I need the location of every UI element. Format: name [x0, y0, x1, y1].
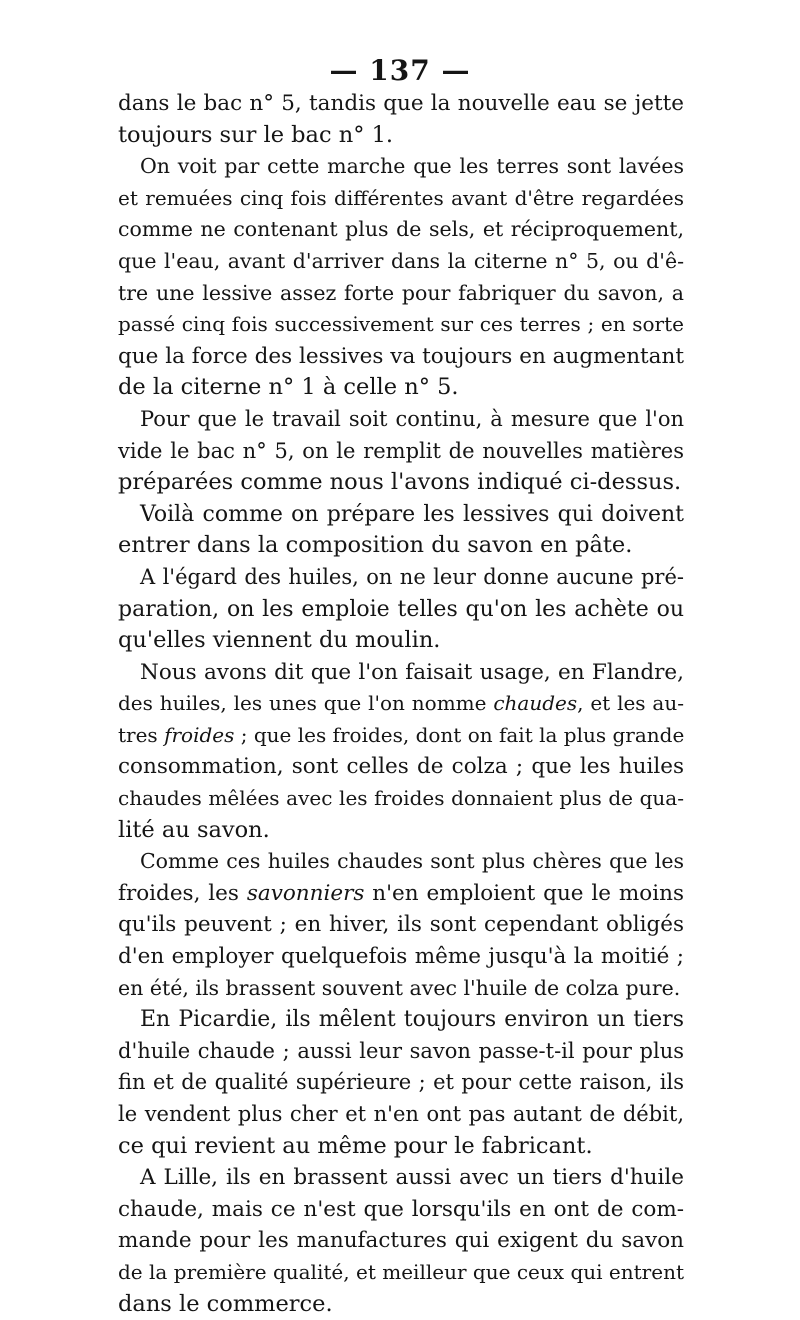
text-line: comme ne contenant plus de sels, et réciproquement, — [118, 217, 684, 242]
text-line: préparées comme nous l'avons indiqué ci-dessus. — [118, 469, 682, 496]
text-line: Comme ces huiles chaudes sont plus chères que les — [140, 849, 684, 874]
text-line: consommation, sont celles de colza ; que les huiles — [118, 754, 684, 780]
text-line: ce qui revient au même pour le fabricant. — [118, 1132, 593, 1159]
body-text — [118, 88, 684, 1320]
text-line: d'huile chaude ; aussi leur savon passe-t-il pour plus — [118, 1038, 684, 1063]
text-line: qu'ils peuvent ; en hiver, ils sont cependant obligés — [118, 912, 684, 938]
text-line: de la citerne n° 1 à celle n° 5. — [118, 374, 459, 401]
text-line: On voit par cette marche que les terres sont lavées — [140, 154, 684, 179]
text-line: en été, ils brassent souvent avec l'huile de colza pure. — [118, 975, 681, 1000]
text-segment: tres — [118, 722, 165, 747]
text-line: passé cinq fois successivement sur ces terres ; en sorte — [118, 312, 684, 337]
text-line: A Lille, ils en brassent aussi avec un tiers d'huile — [140, 1165, 684, 1191]
text-line: vide le bac n° 5, on le remplit de nouvelles matières — [118, 438, 684, 463]
text-line — [118, 688, 684, 720]
text-line: et remuées cinq fois différentes avant d'être regardées — [118, 185, 684, 210]
text-line: En Picardie, ils mêlent toujours environ un tiers — [140, 1007, 684, 1033]
text-line: toujours sur le bac n° 1. — [118, 121, 394, 148]
text-line: chaude, mais ce n'est que lorsqu'ils en ont de com- — [118, 1196, 684, 1222]
text-segment: froides, les — [118, 880, 247, 906]
text-line: que la force des lessives va toujours en augmentant — [118, 343, 684, 369]
text-line — [118, 878, 684, 910]
page-number: — 137 — — [329, 54, 471, 87]
text-line: paration, on les emploie telles qu'on les achète ou — [118, 596, 684, 622]
text-line: Pour que le travail soit continu, à mesure que l'on — [140, 406, 684, 431]
italic-term: froides — [164, 722, 235, 747]
text-line: tre une lessive assez forte pour fabriquer du savon, a — [118, 280, 684, 305]
text-line: entrer dans la composition du savon en pâte. — [118, 532, 633, 559]
text-line: d'en employer quelquefois même jusqu'à la moitié ; — [118, 944, 684, 970]
text-line — [118, 720, 684, 752]
text-line: de la première qualité, et meilleur que ceux qui entrent — [118, 1259, 684, 1284]
text-line: dans le bac n° 5, tandis que la nouvelle eau se jette — [118, 91, 684, 116]
text-segment: n'en emploient que le moins — [364, 880, 684, 906]
text-line: le vendent plus cher et n'en ont pas autant de débit, — [118, 1102, 684, 1126]
text-line: Nous avons dit que l'on faisait usage, en Flandre, — [140, 659, 684, 685]
text-line: A l'égard des huiles, on ne leur donne aucune pré- — [140, 564, 684, 589]
text-line: lité au savon. — [118, 816, 270, 843]
text-line: dans le commerce. — [118, 1290, 333, 1317]
text-line: qu'elles viennent du moulin. — [118, 627, 441, 654]
text-segment: ; que les froides, dont on fait la plus grande — [234, 722, 685, 747]
italic-term: chaudes — [493, 691, 578, 716]
text-segment: , et les au- — [577, 691, 684, 716]
italic-term: savonniers — [246, 880, 365, 906]
text-line: fin et de qualité supérieure ; et pour cette raison, ils — [118, 1070, 684, 1095]
text-line: mande pour les manufactures qui exigent du savon — [118, 1228, 684, 1254]
text-line: Voilà comme on prépare les lessives qui doivent — [140, 501, 684, 527]
text-line: chaudes mêlées avec les froides donnaient plus de qua- — [118, 786, 684, 811]
text-segment: des huiles, les unes que l'on nomme — [118, 691, 494, 716]
text-line: que l'eau, avant d'arriver dans la citerne n° 5, ou d'ê- — [118, 248, 684, 273]
